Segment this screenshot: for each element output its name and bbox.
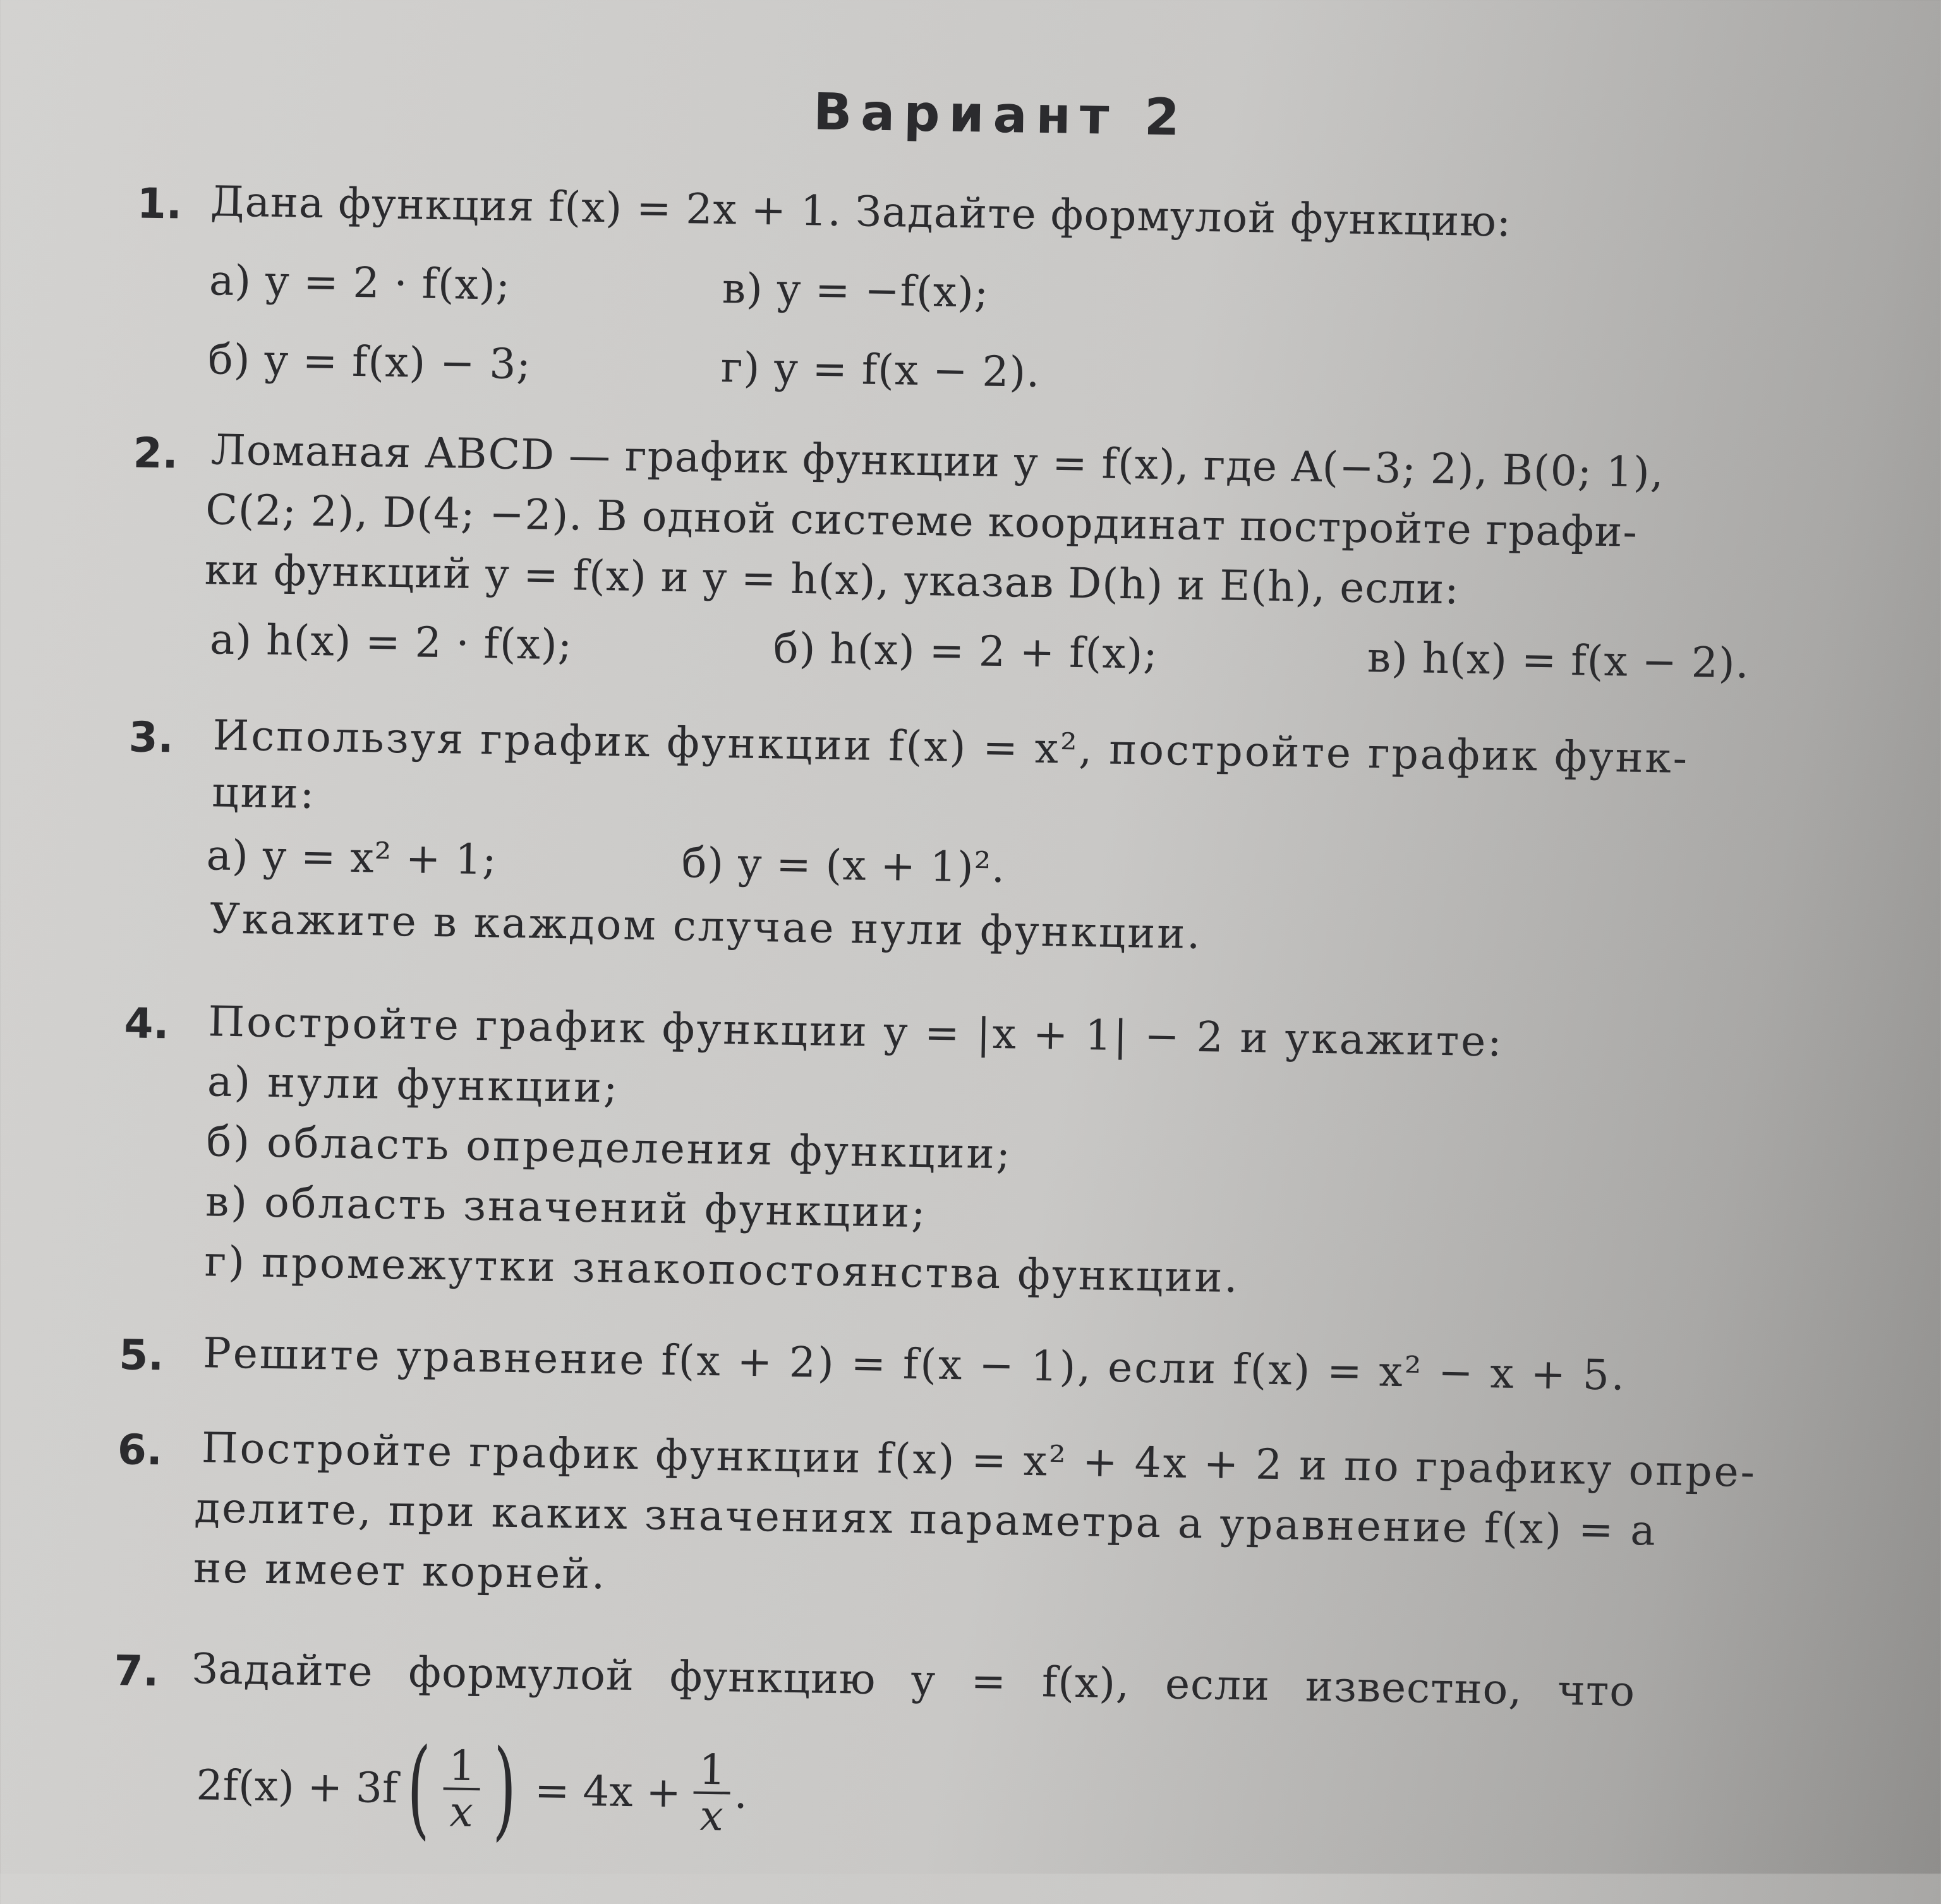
problem-7-functional-equation [195, 1725, 748, 1853]
problem-3-zeros-note: Укажите в каждом случае нули функции. [209, 894, 1202, 959]
problem-6-number: 6. [117, 1425, 163, 1475]
problem-2-item-a: а) h(x) = 2 · f(x); [209, 615, 573, 670]
fraction-numerator: 1 [444, 1744, 481, 1790]
problem-2-line-2: C(2; 2), D(4; −2). В одной системе координат постройте графи- [205, 485, 1638, 557]
problem-2-line-1: Ломаная ABCD — график функции y = f(x), где A(−3; 2), B(0; 1), [210, 425, 1665, 497]
formula-close-paren: ) [492, 1726, 517, 1853]
problem-6-line-1: Постройте график функции f(x) = x² + 4x + 2 и по графику опре- [201, 1423, 1757, 1497]
problem-5-number: 5. [118, 1330, 164, 1380]
problem-4-item-a: а) нули функции; [207, 1057, 620, 1112]
problem-6-line-2: делите, при каких значениях параметра a уравнение f(x) = a [193, 1483, 1658, 1555]
problem-1-number: 1. [136, 179, 183, 229]
problem-7-number: 7. [113, 1646, 160, 1696]
problem-3-number: 3. [128, 713, 174, 762]
formula-fraction-1-over-x [443, 1741, 481, 1837]
problem-2-item-v: в) h(x) = f(x − 2). [1367, 633, 1750, 688]
problem-3-item-a: а) y = x² + 1; [206, 831, 498, 884]
problem-1-item-v: в) y = −f(x); [722, 264, 989, 317]
problem-1-item-g: г) y = f(x − 2). [720, 342, 1041, 397]
problem-4-number: 4. [123, 999, 170, 1049]
problem-3-line-2: ции: [211, 768, 317, 819]
fraction-denominator: x [449, 1787, 474, 1837]
problem-2-number: 2. [133, 428, 179, 478]
problem-3-item-b: б) y = (x + 1)². [681, 838, 1006, 893]
formula-open-paren: ( [406, 1725, 432, 1852]
problem-4-item-v: в) область значений функции; [205, 1177, 928, 1238]
problem-5-text: Решите уравнение f(x + 2) = f(x − 1), если f(x) = x² − x + 5. [202, 1329, 1627, 1400]
fraction2-denominator: x [699, 1791, 724, 1841]
problem-1-text: Дана функция f(x) = 2x + 1. Задайте формулой функцию: [210, 177, 1512, 246]
problem-3-line-1: Используя график функции f(x) = x², постройте график функ- [212, 711, 1690, 783]
formula-middle: = 4x + [534, 1766, 682, 1817]
problem-1-item-a: а) y = 2 · f(x); [209, 256, 511, 310]
problem-6-line-3: не имеет корней. [193, 1543, 607, 1599]
problem-2-line-3: ки функций y = f(x) и y = h(x), указав D(h) и E(h), если: [204, 545, 1460, 614]
fraction2-numerator: 1 [694, 1747, 731, 1794]
problem-4-item-g: г) промежутки знакопостоянства функции. [204, 1237, 1240, 1303]
problem-4-item-b: б) область определения функции; [206, 1117, 1013, 1179]
problem-4-text: Постройте график функции y = |x + 1| − 2 и укажите: [208, 997, 1504, 1066]
formula-fraction-2-over-x [693, 1745, 731, 1841]
formula-left: 2f(x) + 3f [196, 1760, 399, 1812]
formula-end: . [734, 1769, 748, 1818]
problem-1-item-b: б) y = f(x) − 3; [207, 335, 532, 389]
problem-7-text: Задайте формулой функцию y = f(x), если известно, что [191, 1644, 1636, 1716]
variant-title: Вариант 2 [813, 82, 1189, 147]
problem-2-item-b: б) h(x) = 2 + f(x); [773, 624, 1159, 678]
